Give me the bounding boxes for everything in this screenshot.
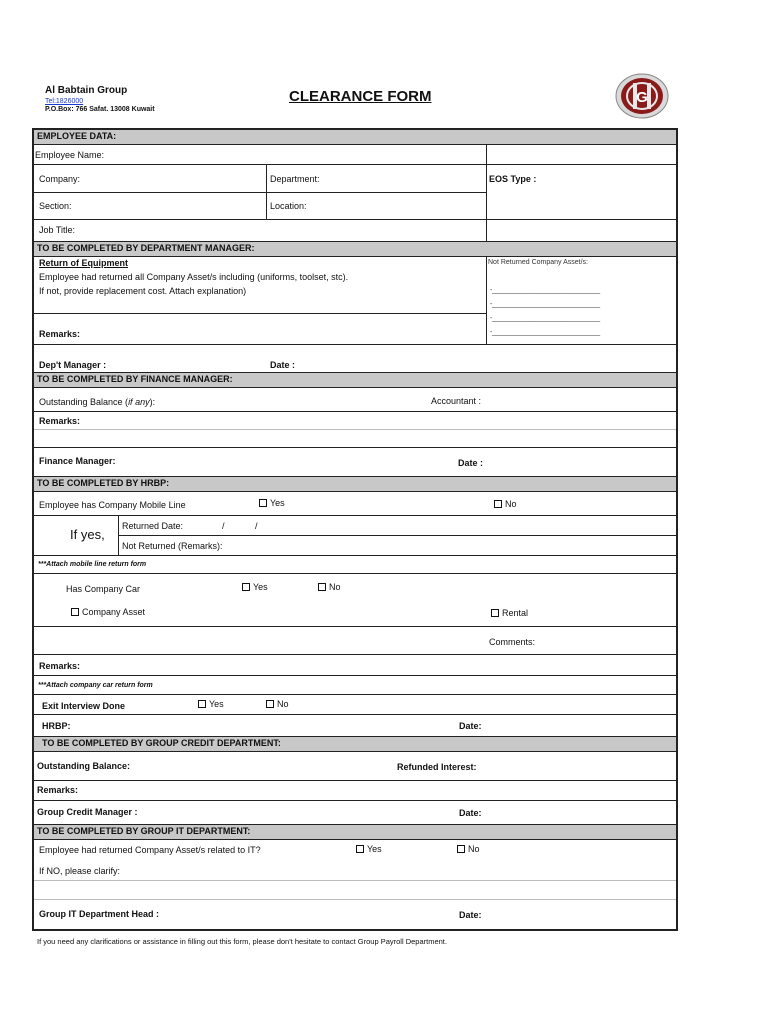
dept-manager-header: TO BE COMPLETED BY DEPARTMENT MANAGER:: [34, 242, 676, 256]
outstanding-balance-label: Outstanding Balance (if any):: [39, 397, 156, 407]
credit-outstanding-label: Outstanding Balance:: [37, 761, 131, 771]
dept-remarks-label: Remarks:: [39, 329, 81, 339]
mobile-yes-option[interactable]: Yes: [259, 498, 285, 508]
if-yes-label: If yes,: [70, 527, 105, 542]
it-question-label: Employee had returned Company Asset/s related to IT?: [39, 845, 261, 855]
svg-text:G: G: [636, 89, 648, 106]
it-clarify-label: If NO, please clarify:: [39, 866, 121, 876]
dept-date-label: Date :: [270, 360, 296, 370]
credit-date-label: Date:: [459, 808, 482, 818]
credit-remarks-label: Remarks:: [37, 785, 79, 795]
comments-label: Comments:: [489, 637, 536, 647]
it-yes-checkbox[interactable]: [356, 845, 364, 853]
it-yes-option[interactable]: Yes: [356, 844, 382, 854]
date-slash-1: /: [222, 521, 225, 531]
return-line-1: Employee had returned all Company Asset/s including (uniforms, toolset, stc).: [39, 272, 349, 282]
rental-checkbox[interactable]: [491, 609, 499, 617]
attach-mobile-note: ***Attach mobile line return form: [38, 561, 147, 568]
mobile-no-checkbox[interactable]: [494, 500, 502, 508]
eos-type-label: EOS Type :: [489, 174, 537, 184]
accountant-label: Accountant :: [431, 396, 482, 406]
hrbp-signature-label: HRBP:: [42, 721, 71, 731]
exit-yes-checkbox[interactable]: [198, 700, 206, 708]
hrbp-remarks-label: Remarks:: [39, 661, 81, 671]
company-car-label: Has Company Car: [66, 584, 141, 594]
finance-date-label: Date :: [458, 458, 484, 468]
hrbp-date-label: Date:: [459, 721, 482, 731]
phone-link[interactable]: Tel:1826000: [45, 98, 84, 105]
asset-line-4: -______________________________: [490, 329, 600, 336]
return-line-2: If not, provide replacement cost. Attach explanation): [39, 286, 247, 296]
postal-address: P.O.Box: 766 Safat. 13008 Kuwait: [45, 106, 155, 113]
returned-date-label: Returned Date:: [122, 521, 184, 531]
return-of-equipment-title: Return of Equipment: [39, 258, 128, 268]
employee-data-header: EMPLOYEE DATA:: [34, 130, 676, 144]
refunded-interest-label: Refunded Interest:: [397, 762, 477, 772]
rental-option[interactable]: Rental: [491, 608, 528, 618]
location-label: Location:: [270, 201, 307, 211]
mobile-line-label: Employee has Company Mobile Line: [39, 500, 186, 510]
mobile-yes-checkbox[interactable]: [259, 499, 267, 507]
employee-name-label: Employee Name:: [35, 150, 105, 160]
form-title: CLEARANCE FORM: [289, 88, 432, 105]
dept-manager-label: Dep't Manager :: [39, 360, 107, 370]
finance-manager-label: Finance Manager:: [39, 456, 116, 466]
date-slash-2: /: [255, 521, 258, 531]
company-asset-option[interactable]: Company Asset: [71, 607, 145, 617]
car-no-option[interactable]: No: [318, 582, 341, 592]
department-label: Department:: [270, 174, 320, 184]
exit-no-checkbox[interactable]: [266, 700, 274, 708]
credit-header: TO BE COMPLETED BY GROUP CREDIT DEPARTMENT:: [34, 737, 676, 751]
exit-yes-option[interactable]: Yes: [198, 699, 224, 709]
footer-note: If you need any clarifications or assistance in filling out this form, please don't hesitate to contact Group Payroll Department.: [37, 937, 447, 946]
car-no-checkbox[interactable]: [318, 583, 326, 591]
company-label: Company:: [39, 174, 81, 184]
company-logo: [614, 72, 670, 120]
it-no-option[interactable]: No: [457, 844, 480, 854]
car-yes-checkbox[interactable]: [242, 583, 250, 591]
not-returned-assets-label: Not Returned Company Asset/s:: [488, 259, 588, 266]
mobile-no-option[interactable]: No: [494, 499, 517, 509]
it-no-checkbox[interactable]: [457, 845, 465, 853]
hrbp-header: TO BE COMPLETED BY HRBP:: [34, 477, 676, 491]
car-yes-option[interactable]: Yes: [242, 582, 268, 592]
it-date-label: Date:: [459, 910, 482, 920]
finance-remarks-label: Remarks:: [39, 416, 81, 426]
section-label: Section:: [39, 201, 72, 211]
it-header: TO BE COMPLETED BY GROUP IT DEPARTMENT:: [34, 825, 676, 839]
company-name: Al Babtain Group: [45, 85, 128, 96]
job-title-label: Job Title:: [39, 225, 76, 235]
credit-manager-label: Group Credit Manager :: [37, 807, 138, 817]
company-asset-checkbox[interactable]: [71, 608, 79, 616]
asset-line-2: -______________________________: [490, 301, 600, 308]
asset-line-3: -______________________________: [490, 315, 600, 322]
attach-car-note: ***Attach company car return form: [38, 682, 153, 689]
not-returned-remarks-label: Not Returned (Remarks):: [122, 541, 223, 551]
finance-header: TO BE COMPLETED BY FINANCE MANAGER:: [34, 373, 676, 387]
asset-line-1: -______________________________: [490, 287, 600, 294]
it-head-label: Group IT Department Head :: [39, 909, 160, 919]
exit-no-option[interactable]: No: [266, 699, 289, 709]
exit-interview-label: Exit Interview Done: [42, 701, 126, 711]
